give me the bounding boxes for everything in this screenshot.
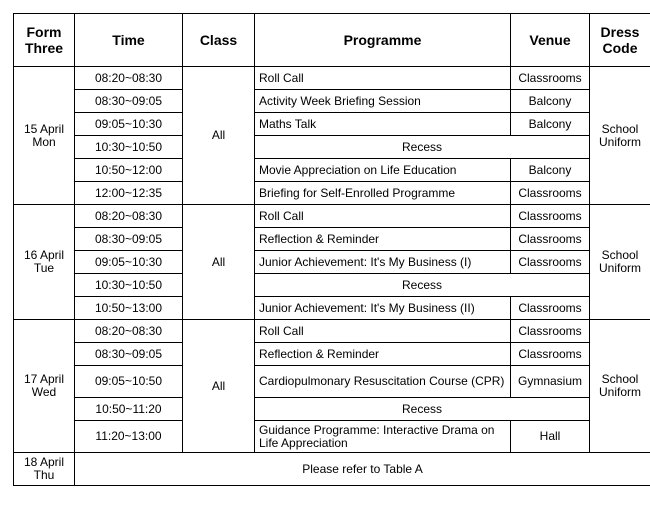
recess-cell: Recess [255, 274, 590, 297]
programme-cell: Roll Call [255, 67, 511, 90]
table-row [14, 205, 650, 228]
venue-cell: Classrooms [511, 251, 590, 274]
time-cell: 10:30~10:50 [75, 136, 183, 159]
table-row [14, 297, 650, 320]
table-row [14, 366, 650, 398]
table-row [14, 343, 650, 366]
time-cell: 08:30~09:05 [75, 90, 183, 113]
time-cell: 10:50~12:00 [75, 159, 183, 182]
venue-cell: Gymnasium [511, 366, 590, 398]
header-class: Class [183, 14, 255, 67]
venue-cell: Hall [511, 421, 590, 453]
header-dress-code: Dress Code [590, 14, 650, 67]
dress-code-cell: School Uniform [590, 320, 650, 453]
venue-cell: Classrooms [511, 182, 590, 205]
time-cell: 10:30~10:50 [75, 274, 183, 297]
day-cell: 16 April Tue [14, 205, 75, 320]
note-cell: Please refer to Table A [75, 453, 650, 486]
header-row [14, 14, 650, 67]
class-cell: All [183, 320, 255, 453]
day-cell: 18 April Thu [14, 453, 75, 486]
table-row [14, 159, 650, 182]
time-cell: 08:20~08:30 [75, 205, 183, 228]
table-row [14, 251, 650, 274]
table-row [14, 67, 650, 90]
table-row [14, 274, 650, 297]
recess-cell: Recess [255, 398, 590, 421]
time-cell: 08:20~08:30 [75, 320, 183, 343]
time-cell: 11:20~13:00 [75, 421, 183, 453]
time-cell: 09:05~10:30 [75, 251, 183, 274]
programme-cell: Maths Talk [255, 113, 511, 136]
recess-cell: Recess [255, 136, 590, 159]
header-time: Time [75, 14, 183, 67]
table-row [14, 136, 650, 159]
programme-cell: Reflection & Reminder [255, 343, 511, 366]
class-cell: All [183, 205, 255, 320]
time-cell: 10:50~11:20 [75, 398, 183, 421]
header-programme: Programme [255, 14, 511, 67]
programme-cell: Roll Call [255, 205, 511, 228]
time-cell: 08:30~09:05 [75, 228, 183, 251]
programme-cell: Roll Call [255, 320, 511, 343]
table-row [14, 228, 650, 251]
table-row [14, 398, 650, 421]
header-venue: Venue [511, 14, 590, 67]
table-row [14, 90, 650, 113]
header-form: Form Three [14, 14, 75, 67]
venue-cell: Classrooms [511, 228, 590, 251]
table-row [14, 320, 650, 343]
time-cell: 08:30~09:05 [75, 343, 183, 366]
venue-cell: Classrooms [511, 320, 590, 343]
programme-cell: Reflection & Reminder [255, 228, 511, 251]
time-cell: 09:05~10:30 [75, 113, 183, 136]
table-row [14, 182, 650, 205]
time-cell: 08:20~08:30 [75, 67, 183, 90]
programme-cell: Movie Appreciation on Life Education [255, 159, 511, 182]
dress-code-cell: School Uniform [590, 205, 650, 320]
programme-cell: Cardiopulmonary Resuscitation Course (CPR) [255, 366, 511, 398]
table-row [14, 421, 650, 453]
programme-cell: Briefing for Self-Enrolled Programme [255, 182, 511, 205]
programme-cell: Guidance Programme: Interactive Drama on Life Appreciation [255, 421, 511, 453]
time-cell: 09:05~10:50 [75, 366, 183, 398]
venue-cell: Classrooms [511, 67, 590, 90]
venue-cell: Balcony [511, 90, 590, 113]
table-row [14, 453, 650, 486]
table-row [14, 113, 650, 136]
venue-cell: Classrooms [511, 343, 590, 366]
dress-code-cell: School Uniform [590, 67, 650, 205]
day-cell: 17 April Wed [14, 320, 75, 453]
programme-cell: Activity Week Briefing Session [255, 90, 511, 113]
venue-cell: Classrooms [511, 205, 590, 228]
time-cell: 10:50~13:00 [75, 297, 183, 320]
venue-cell: Balcony [511, 159, 590, 182]
time-cell: 12:00~12:35 [75, 182, 183, 205]
venue-cell: Classrooms [511, 297, 590, 320]
class-cell: All [183, 67, 255, 205]
day-cell: 15 April Mon [14, 67, 75, 205]
schedule-table [13, 13, 650, 486]
venue-cell: Balcony [511, 113, 590, 136]
programme-cell: Junior Achievement: It's My Business (I) [255, 251, 511, 274]
programme-cell: Junior Achievement: It's My Business (II) [255, 297, 511, 320]
